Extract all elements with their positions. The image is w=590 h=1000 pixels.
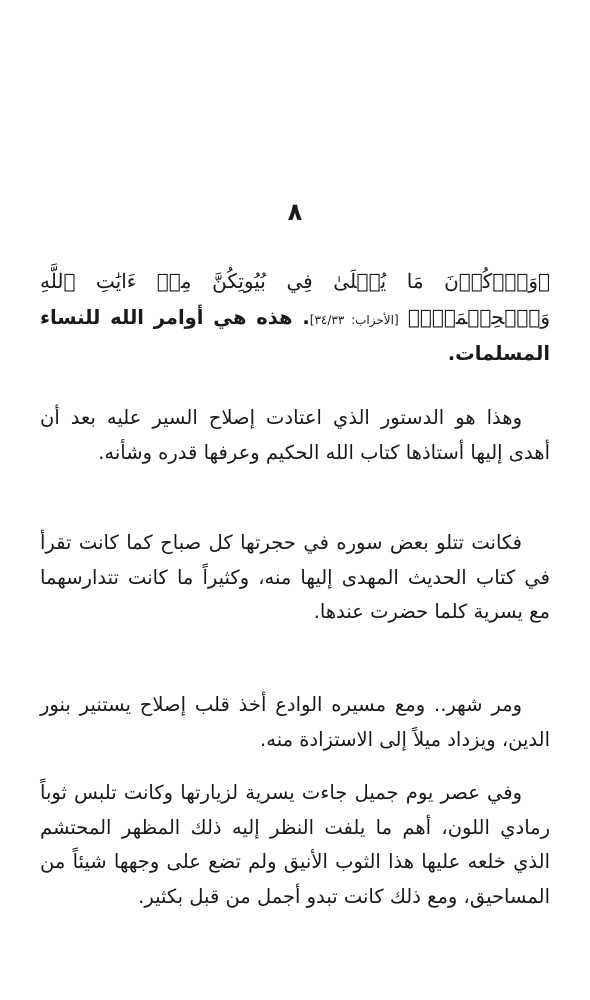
paragraph-4-text: ومر شهر.. ومع مسيره الوادع أخذ قلب إصلاح يستنير بنور الدين، ويزداد ميلاً إلى الاستزادة منه. — [40, 693, 550, 751]
paragraph-2 — [40, 401, 550, 470]
paragraph-quran-verse — [40, 264, 550, 372]
verse-reference: [الأحزاب: ٣٤/٣٣] — [309, 312, 399, 327]
paragraph-3 — [40, 526, 550, 630]
paragraph-4 — [40, 688, 550, 757]
paragraph-5 — [40, 776, 550, 914]
paragraph-3-text: فكانت تتلو بعض سوره في حجرتها كل صباح كما كانت تقرأ في كتاب الحديث المهدى إليها منه، وكثيراً ما كانت تتدارسهما مع يسرية كلما حضرت عندها. — [40, 531, 550, 623]
paragraph-5-text: وفي عصر يوم جميل جاءت يسرية لزيارتها وكانت تلبس ثوباً رمادي اللون، أهم ما يلفت النظر إليه ذلك المظهر المحتشم الذي خلعه عليها هذا الثوب الأنيق ولم تضع على وجهها شيئاً من المساحيق، ومع ذلك كانت تبدو أجمل من قبل بكثير. — [40, 781, 550, 908]
paragraph-1-text: . هذه هي أوامر الله للنساء المسلمات. — [40, 305, 550, 365]
paragraph-2-text: وهذا هو الدستور الذي اعتادت إصلاح السير عليه بعد أن أهدى إليها أستاذها كتاب الله الحكيم وعرفها قدره وشأنه. — [40, 406, 550, 464]
quran-verse: ﴿وَٱذۡكُرۡنَ مَا يُتۡلَىٰ فِي بُيُوتِكُنَّ مِنۡ ءَايَٰتِ ٱللَّهِ وَٱلۡحِكۡمَةِۚ﴾ — [40, 269, 551, 329]
page-number: ٨ — [287, 198, 303, 226]
